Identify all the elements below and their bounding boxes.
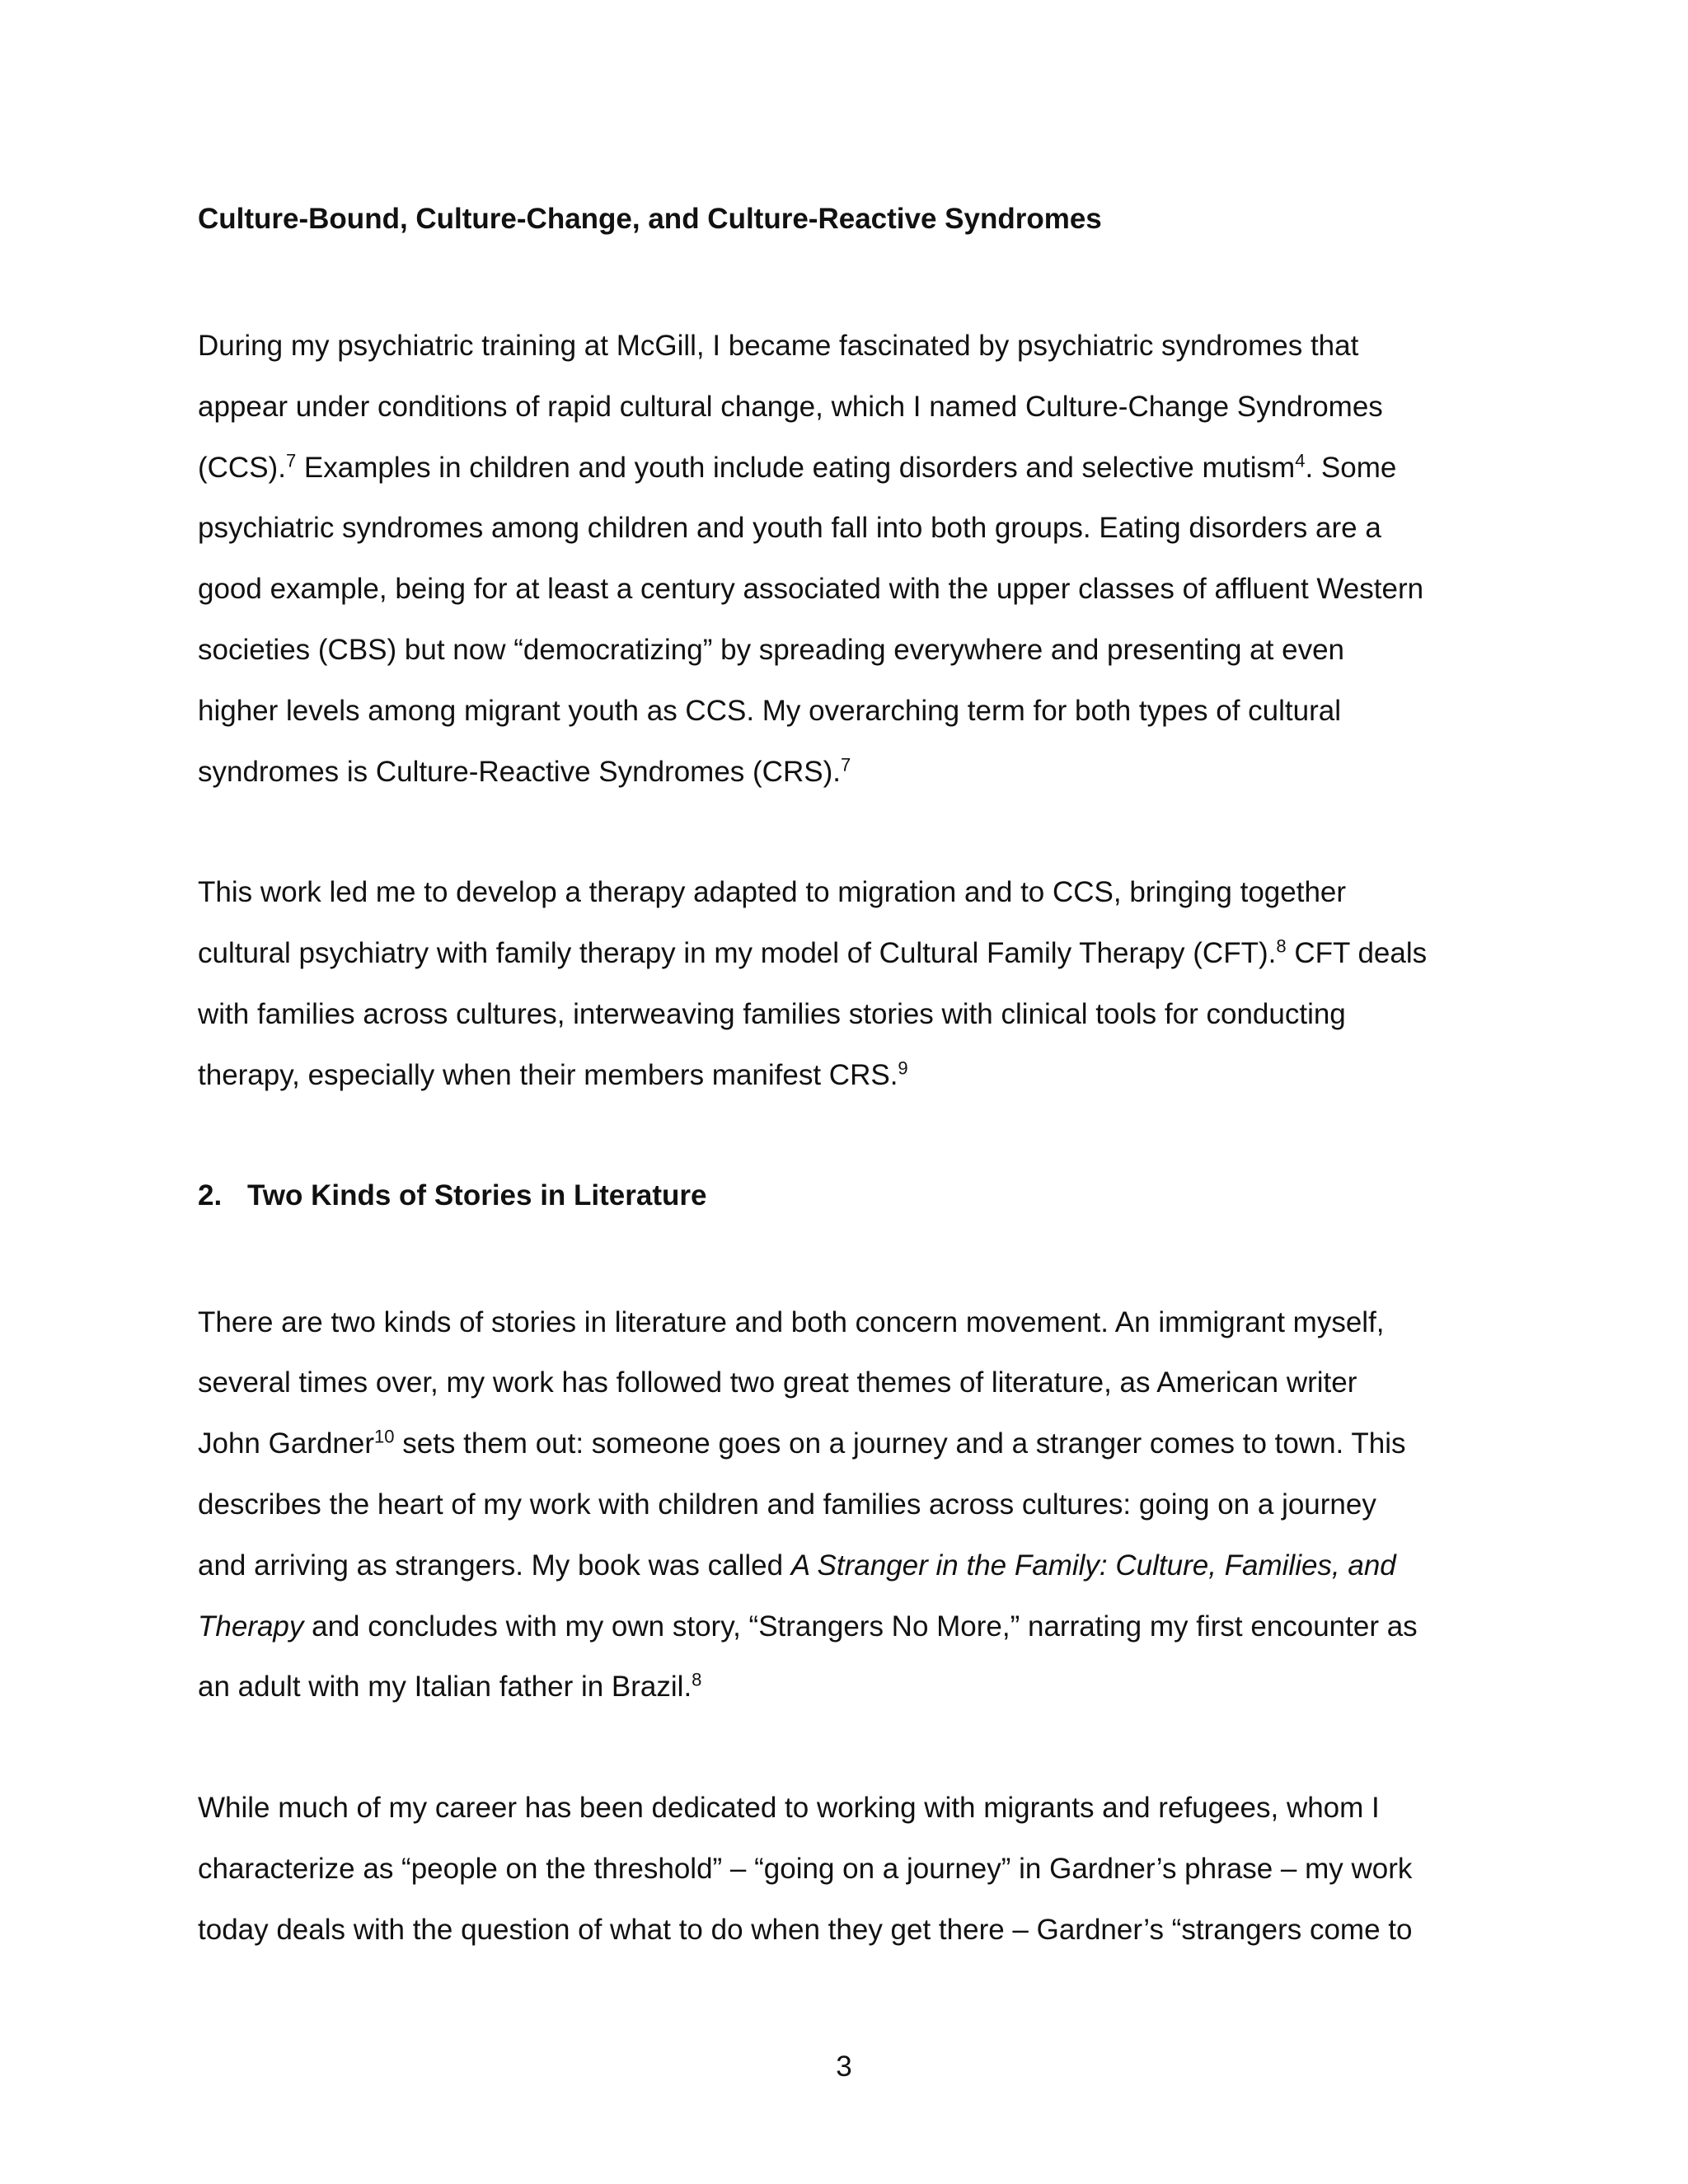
text-line: good example, being for at least a century associated with the upper classes of affluent Western (198, 573, 1424, 606)
text-line: During my psychiatric training at McGill, I became fascinated by psychiatric syndromes that (198, 330, 1359, 362)
text-run: therapy, especially when their members manifest CRS. (198, 1058, 898, 1091)
paragraph-cultural-family-therapy (198, 862, 1500, 1105)
text-run: and concludes with my own story, “Strangers No More,” narrating my first encounter as (303, 1610, 1418, 1643)
text-line: While much of my career has been dedicated to working with migrants and refugees, whom I (198, 1792, 1380, 1825)
page-body (198, 196, 1500, 1961)
section-heading-culture-syndromes: Culture-Bound, Culture-Change, and Culture-Reactive Syndromes (198, 203, 1102, 235)
footnote-ref: 8 (692, 1669, 702, 1690)
text-line: describes the heart of my work with children and families across cultures: going on a journey (198, 1488, 1376, 1521)
footnote-ref: 4 (1295, 449, 1306, 471)
footnote-ref: 7 (840, 753, 851, 775)
book-title: Therapy (198, 1610, 304, 1643)
text-line: societies (CBS) but now “democratizing” by spreading everywhere and presenting at even (198, 633, 1344, 666)
text-line: with families across cultures, interweaving families stories with clinical tools for conducting (198, 997, 1346, 1030)
text-run: Examples in children and youth include eating disorders and selective mutism (296, 451, 1296, 484)
text-line (198, 1596, 1500, 1657)
text-run: sets them out: someone goes on a journey and a stranger comes to town. This (394, 1427, 1406, 1460)
text-line: characterize as “people on the threshold” – “going on a journey” in Gardner’s phrase – my work (198, 1852, 1413, 1885)
text-line (198, 1045, 1500, 1106)
text-line (198, 742, 1500, 803)
text-line: several times over, my work has followed two great themes of literature, as American writer (198, 1366, 1357, 1399)
text-line (198, 1657, 1500, 1718)
text-line (198, 438, 1500, 499)
text-run: an adult with my Italian father in Brazil. (198, 1671, 692, 1704)
text-line: This work led me to develop a therapy adapted to migration and to CCS, bringing together (198, 876, 1347, 909)
page-number: 3 (836, 2050, 852, 2083)
section-number: 2. (198, 1179, 223, 1212)
text-run: and arriving as strangers. My book was called (198, 1549, 791, 1582)
text-run: John Gardner (198, 1427, 375, 1460)
text-run: (CCS). (198, 451, 286, 484)
footnote-ref: 9 (898, 1057, 908, 1079)
text-line: today deals with the question of what to do when they get there – Gardner’s “strangers come to (198, 1913, 1413, 1946)
text-run: . Some (1305, 451, 1397, 484)
text-line: higher levels among migrant youth as CCS. My overarching term for both types of cultural (198, 694, 1342, 727)
section-title: Two Kinds of Stories in Literature (247, 1179, 707, 1212)
paragraph-two-kinds-of-stories (198, 1292, 1500, 1718)
footnote-ref: 7 (285, 449, 297, 471)
paragraph-migrants-and-refugees (198, 1778, 1500, 1960)
book-title: A Stranger in the Family: Culture, Families, and (790, 1549, 1396, 1582)
text-line (198, 1535, 1500, 1596)
section-heading-two-kinds-of-stories (198, 1173, 1500, 1219)
footnote-ref: 8 (1276, 935, 1287, 957)
paragraph-culture-change-syndromes (198, 316, 1500, 802)
text-line (198, 1413, 1500, 1474)
text-line: appear under conditions of rapid cultural change, which I named Culture-Change Syndromes (198, 390, 1383, 423)
text-line (198, 923, 1500, 984)
text-run: CFT deals (1286, 937, 1428, 970)
text-line: psychiatric syndromes among children and youth fall into both groups. Eating disorders are a (198, 512, 1381, 545)
text-run: cultural psychiatry with family therapy in my model of Cultural Family Therapy (CFT). (198, 937, 1277, 970)
text-line: There are two kinds of stories in literature and both concern movement. An immigrant myself, (198, 1305, 1385, 1338)
footnote-ref: 10 (374, 1426, 395, 1447)
text-run: syndromes is Culture-Reactive Syndromes (CRS). (198, 755, 841, 788)
